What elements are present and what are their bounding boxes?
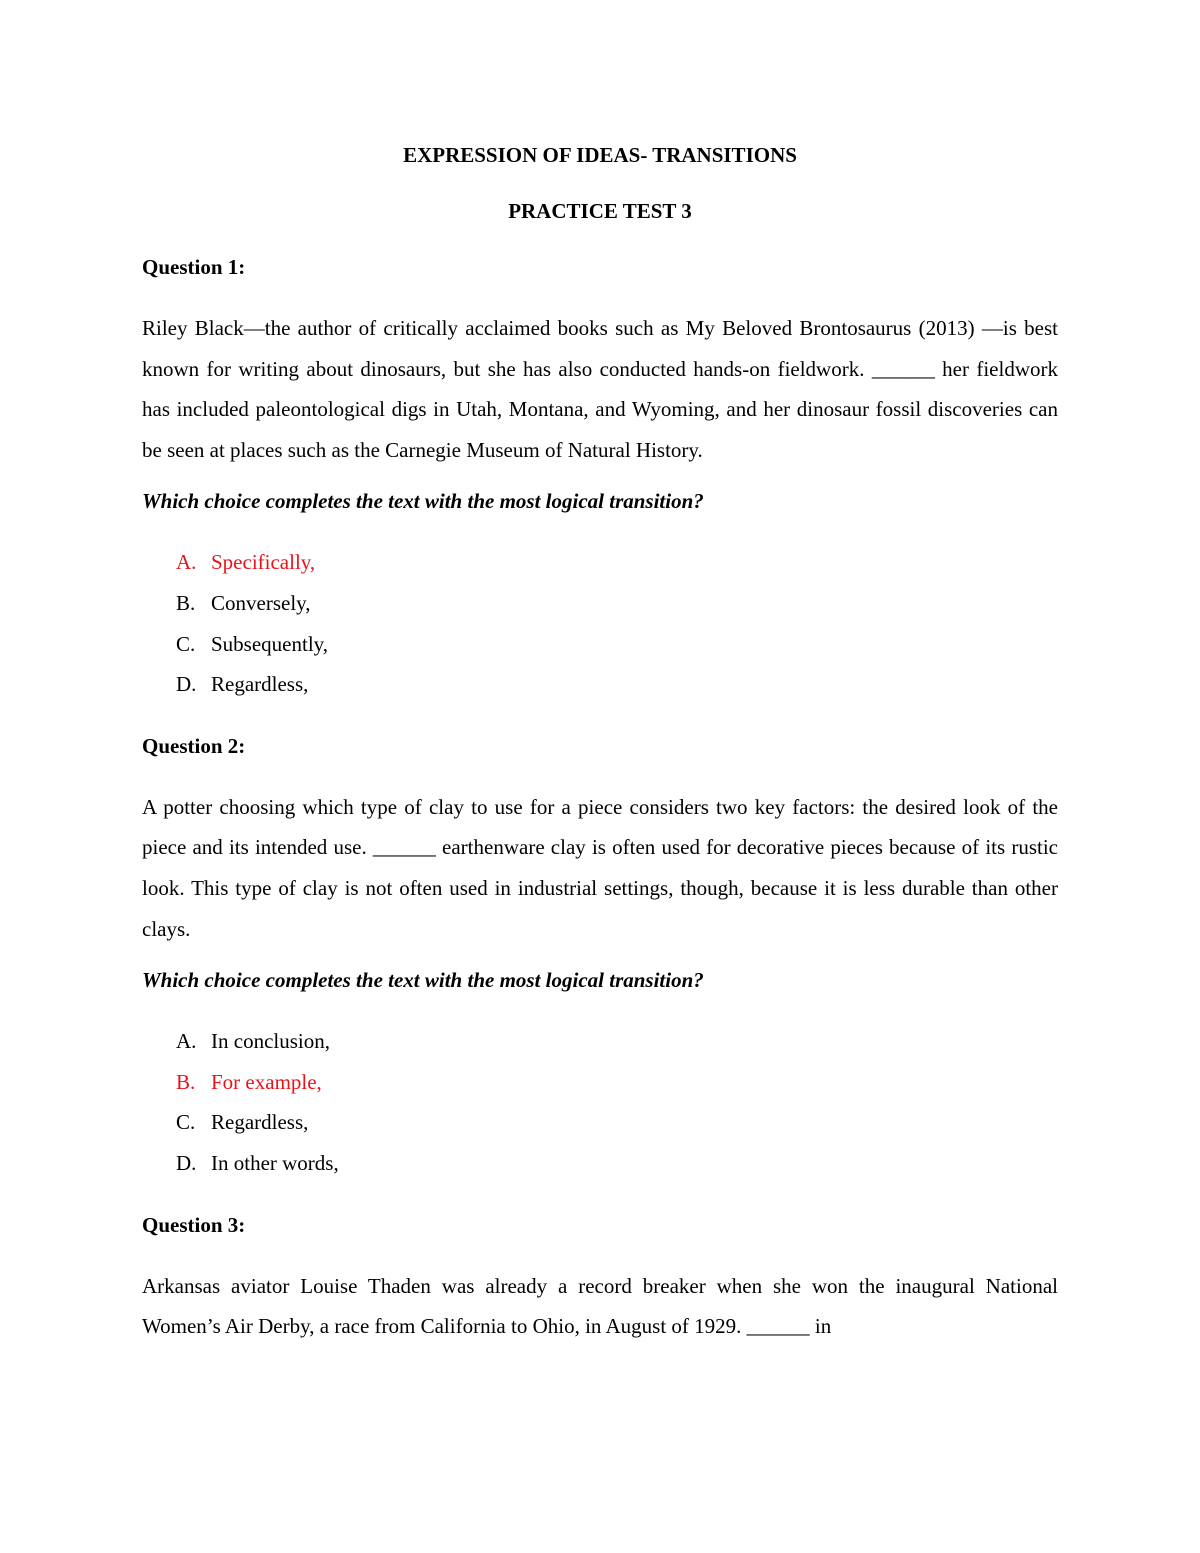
document-content — [142, 140, 1058, 1363]
choice-text: In conclusion, — [211, 1029, 330, 1054]
choice-letter: D. — [176, 672, 197, 697]
question-label: Question 3: — [142, 1212, 246, 1237]
question-prompt: Which choice completes the text with the most logical transition? — [142, 968, 704, 993]
question-passage: Riley Black—the author of critically acclaimed books such as My Beloved Brontosaurus (2013) —is best known for writing about dinosaurs, but she has also conducted hands-on fieldwork. ______ her fieldwork has included paleontological digs in Utah, Montana, and Wyoming, and her dinosaur fossil discoveries can be seen at places such as the Carnegie Museum of Natural History. — [142, 316, 1058, 462]
question-label: Question 2: — [142, 733, 246, 758]
choice-letter: C. — [176, 631, 196, 656]
answer-choice-b[interactable] — [176, 1062, 1058, 1103]
choice-letter: A. — [176, 550, 197, 575]
choice-letter: B. — [176, 590, 196, 615]
question-passage: A potter choosing which type of clay to use for a piece considers two key factors: the desired look of the piece and its intended use. ______ earthenware clay is often used for decorative pieces because of its rustic look. This type of clay is not often used in industrial settings, though, because it is less durable than other clays. — [142, 794, 1058, 941]
question-1 — [142, 252, 1058, 705]
document-title: EXPRESSION OF IDEAS- TRANSITIONS — [403, 143, 797, 167]
choice-letter: B. — [176, 1069, 196, 1094]
choice-letter: D. — [176, 1150, 197, 1175]
answer-choices — [142, 1021, 1058, 1183]
choice-text: Regardless, — [211, 1110, 309, 1135]
document-subtitle: PRACTICE TEST 3 — [508, 199, 692, 223]
choice-letter: C. — [176, 1110, 196, 1135]
question-label: Question 1: — [142, 255, 246, 279]
answer-choice-d[interactable] — [176, 664, 1058, 705]
choice-text: Regardless, — [211, 672, 309, 697]
choice-text: Conversely, — [211, 590, 311, 615]
choice-text: For example, — [211, 1069, 322, 1094]
answer-choice-c[interactable] — [176, 1102, 1058, 1143]
answer-choice-b[interactable] — [176, 583, 1058, 624]
choice-text: Specifically, — [211, 550, 316, 575]
answer-choice-d[interactable] — [176, 1143, 1058, 1184]
choice-text: In other words, — [211, 1150, 339, 1175]
answer-choice-a[interactable] — [176, 1021, 1058, 1062]
question-2 — [142, 731, 1058, 1184]
answer-choice-a[interactable] — [176, 542, 1058, 583]
answer-choice-c[interactable] — [176, 624, 1058, 665]
choice-text: Subsequently, — [211, 631, 329, 656]
question-prompt: Which choice completes the text with the most logical transition? — [142, 489, 704, 514]
question-3 — [142, 1210, 1058, 1347]
question-passage: Arkansas aviator Louise Thaden was already a record breaker when she won the inaugural National Women’s Air Derby, a race from California to Ohio, in August of 1929. ______ in — [142, 1273, 1058, 1339]
answer-choices — [142, 542, 1058, 704]
choice-letter: A. — [176, 1029, 197, 1054]
